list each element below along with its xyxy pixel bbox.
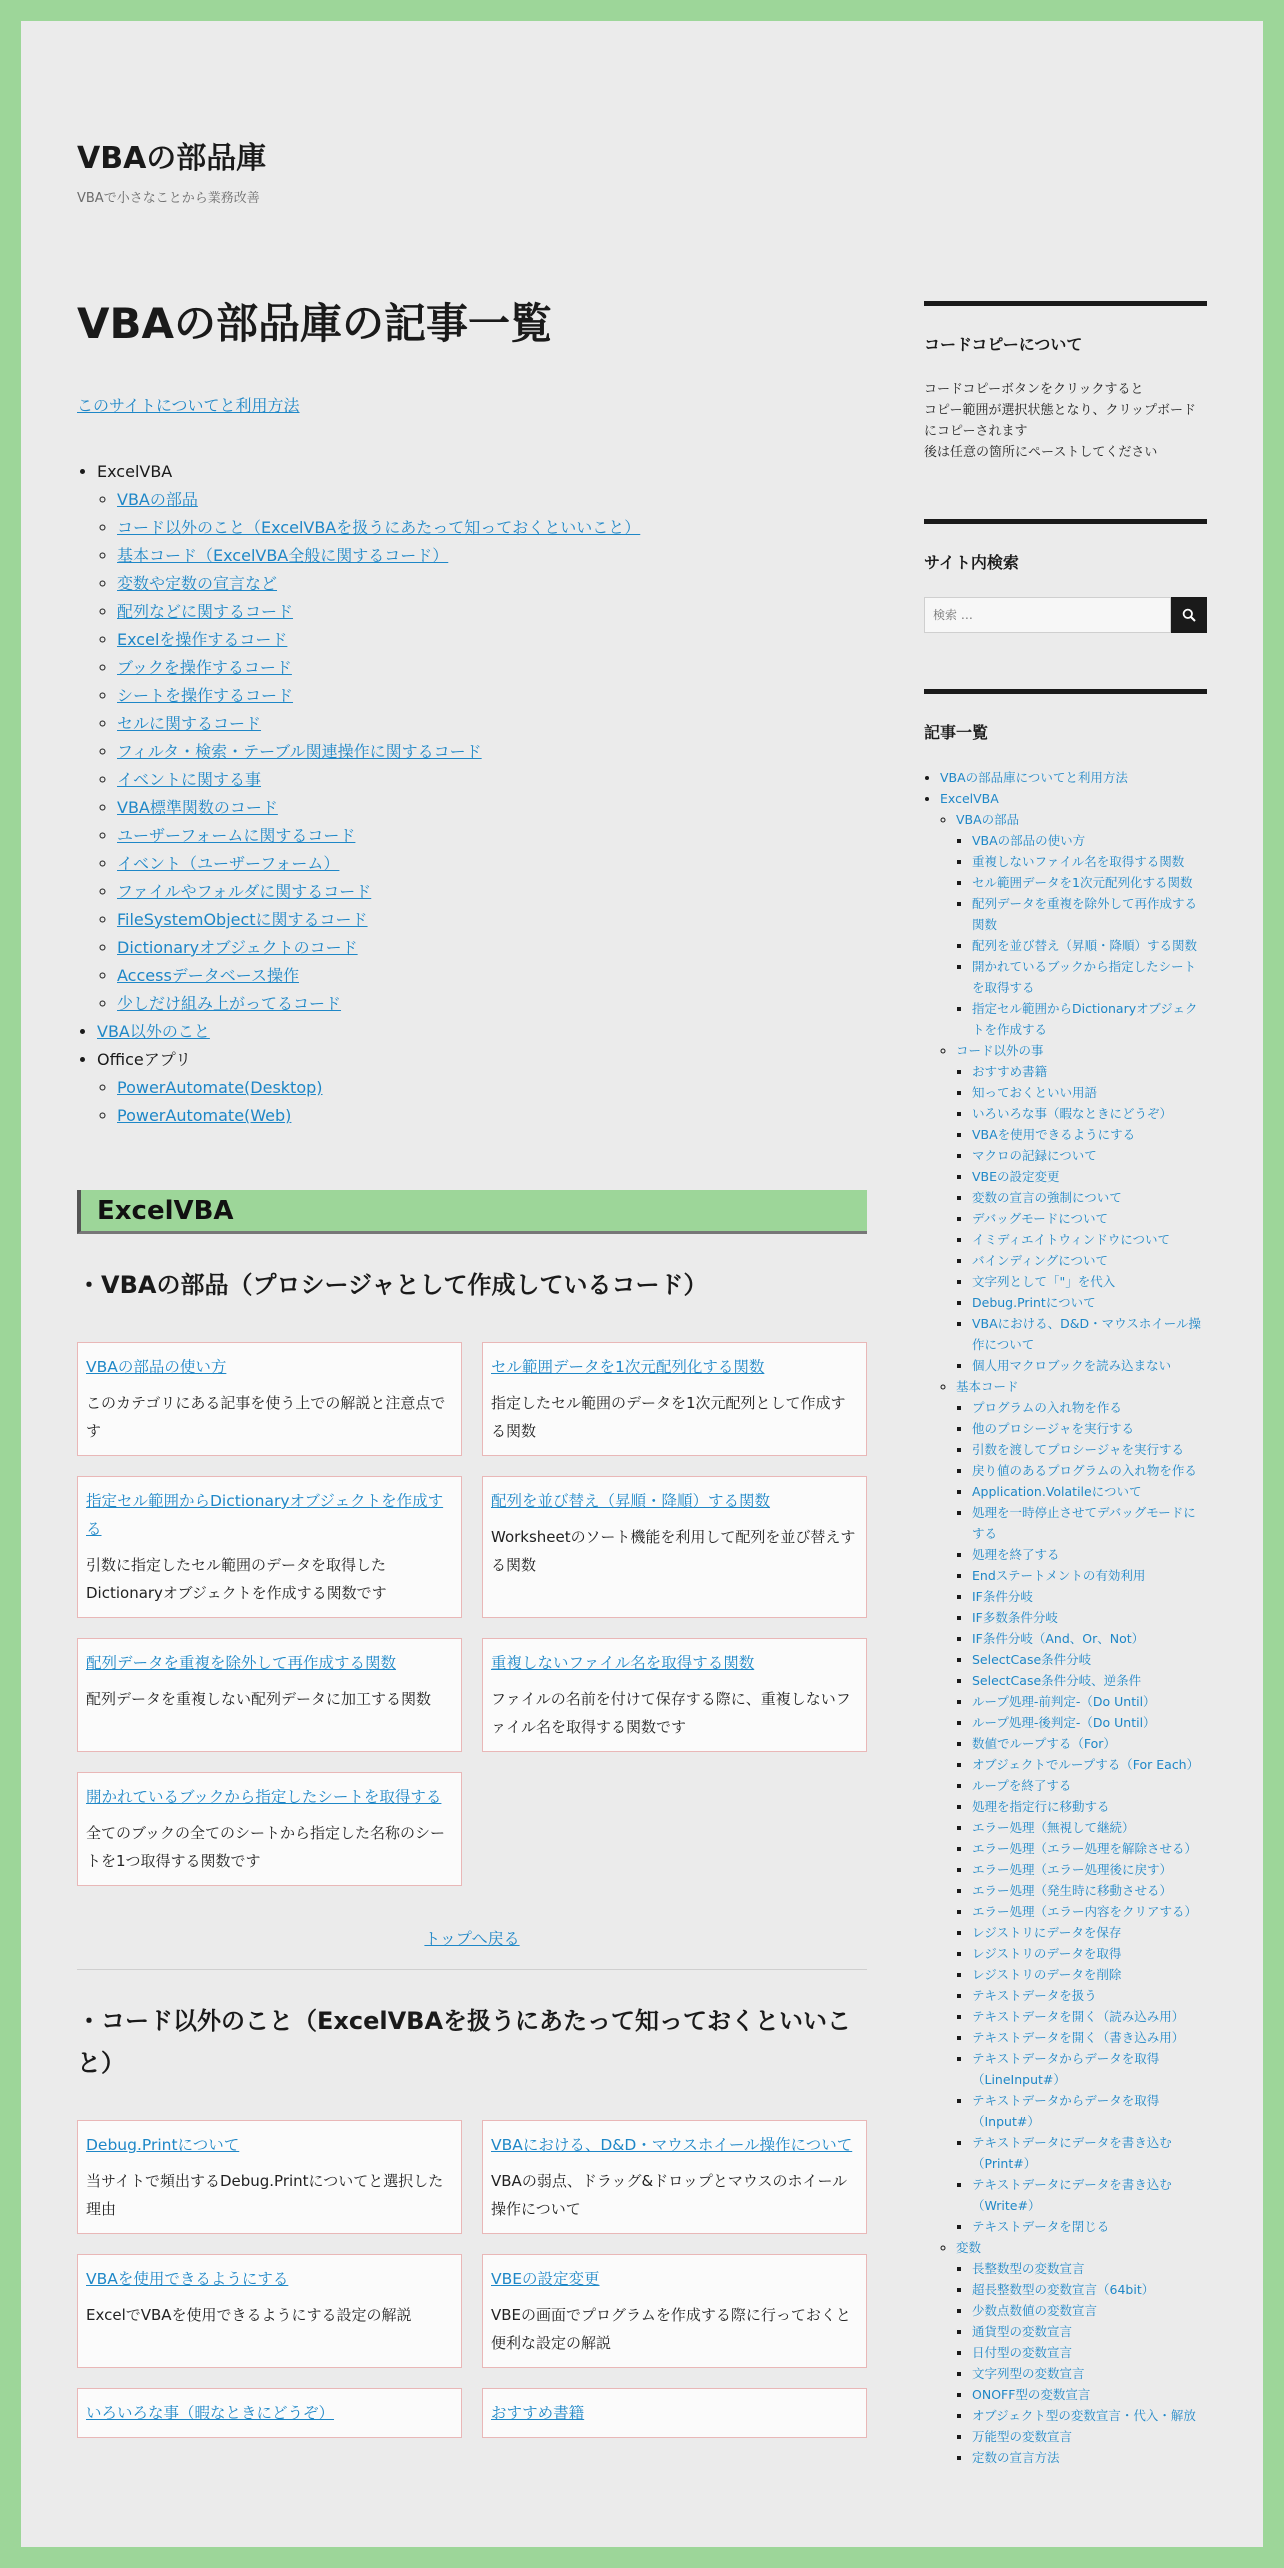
- sidebar-link[interactable]: VBAにおける、D&D・マウスホイール操作について: [972, 1316, 1202, 1352]
- article-card-title[interactable]: 開かれているブックから指定したシートを取得する: [86, 1788, 442, 1806]
- articles-item: [972, 1229, 1207, 1250]
- toc-subitem: [117, 1102, 867, 1130]
- articles-widget: [924, 689, 1207, 2468]
- sidebar-link[interactable]: ループ処理-前判定-（Do Until）: [972, 1694, 1156, 1709]
- articles-item: [972, 1985, 1207, 2006]
- sidebar-link[interactable]: 少数点数値の変数宣言: [972, 2303, 1098, 2318]
- back-to-top-link[interactable]: トップへ戻る: [424, 1929, 520, 1948]
- toc-item: [97, 458, 867, 1018]
- toc-link[interactable]: PowerAutomate(Desktop): [117, 1078, 323, 1097]
- sidebar-link[interactable]: おすすめ書籍: [972, 1064, 1048, 1079]
- search-widget-title: サイト内検索: [924, 553, 1019, 572]
- sidebar-category-link[interactable]: 変数: [956, 2240, 982, 2255]
- toc-subitem: [117, 486, 867, 514]
- articles-item: [972, 1502, 1207, 1544]
- sidebar-link[interactable]: 数値でループする（For）: [972, 1736, 1116, 1751]
- articles-group-list: [940, 809, 1207, 2468]
- sidebar-link[interactable]: エラー処理（エラー処理を解除させる）: [972, 1841, 1198, 1856]
- sidebar-link[interactable]: エラー処理（エラー内容をクリアする）: [972, 1904, 1198, 1919]
- section-banner: [77, 1190, 867, 1234]
- article-card-title[interactable]: 指定セル範囲からDictionaryオブジェクトを作成する: [86, 1492, 444, 1538]
- sidebar-link[interactable]: VBAを使用できるようにする: [972, 1127, 1136, 1142]
- toc-list: [77, 458, 867, 1130]
- article-cards-parts: [77, 1342, 867, 1886]
- articles-item: [972, 2321, 1207, 2342]
- sidebar-link[interactable]: 定数の宣言方法: [972, 2450, 1060, 2465]
- article-card-desc: 指定したセル範囲のデータを1次元配列として作成する関数: [491, 1394, 846, 1440]
- articles-item-list: [956, 1061, 1207, 1376]
- page: [21, 21, 1263, 2547]
- toc-subitem: [117, 850, 867, 878]
- toc-subitem: [117, 654, 867, 682]
- sidebar-link[interactable]: テキストデータを閉じる: [972, 2219, 1110, 2234]
- articles-item: [972, 1292, 1207, 1313]
- articles-item-list: [956, 2258, 1207, 2468]
- table-of-contents: [77, 458, 867, 1130]
- article-card-title[interactable]: 配列を並び替え（昇順・降順）する関数: [491, 1492, 771, 1510]
- sidebar-link[interactable]: エラー処理（無視して継続）: [972, 1820, 1135, 1835]
- sidebar-link[interactable]: Endステートメントの有効利用: [972, 1568, 1146, 1583]
- sidebar-link[interactable]: ONOFF型の変数宣言: [972, 2387, 1091, 2402]
- toc-subitem: [117, 934, 867, 962]
- article-card: [77, 1476, 462, 1618]
- articles-item: [972, 1250, 1207, 1271]
- articles-item: [972, 1838, 1207, 1859]
- article-card: [482, 1342, 867, 1456]
- articles-item: [972, 872, 1207, 893]
- sidebar-link[interactable]: 処理を一時停止させてデバッグモードにする: [972, 1505, 1196, 1541]
- articles-item-list: [956, 830, 1207, 1040]
- search-widget: [924, 519, 1207, 633]
- site-title[interactable]: VBAの部品庫: [77, 141, 267, 176]
- toc-subitem: [117, 766, 867, 794]
- search-input[interactable]: [924, 597, 1171, 633]
- articles-item: [972, 1061, 1207, 1082]
- sidebar-link[interactable]: テキストデータを開く（読み込み用）: [972, 2009, 1185, 2024]
- intro-link[interactable]: このサイトについてと利用方法: [77, 396, 300, 415]
- sidebar-link[interactable]: エラー処理（発生時に移動させる）: [972, 1883, 1173, 1898]
- article-card-title[interactable]: いろいろな事（暇なときにどうぞ）: [86, 2404, 335, 2422]
- sidebar-category-link[interactable]: VBAの部品: [956, 812, 1020, 827]
- articles-top-item: [940, 767, 1207, 788]
- sidebar-link[interactable]: バインディングについて: [972, 1253, 1109, 1268]
- article-card-desc: Worksheetのソート機能を利用して配列を並び替えする関数: [491, 1528, 856, 1574]
- sidebar-link[interactable]: SelectCase条件分岐: [972, 1652, 1092, 1667]
- toc-subitem: [117, 710, 867, 738]
- sidebar-link[interactable]: テキストデータからデータを取得（Input#）: [972, 2093, 1160, 2129]
- sidebar-link[interactable]: ExcelVBA: [940, 791, 999, 806]
- articles-item: [972, 1670, 1207, 1691]
- articles-item: [972, 1271, 1207, 1292]
- sidebar-link[interactable]: 配列データを重複を除外して再作成する関数: [972, 896, 1198, 932]
- articles-item: [972, 1355, 1207, 1376]
- sidebar-link[interactable]: 戻り値のあるプログラムの入れ物を作る: [972, 1463, 1197, 1478]
- sidebar-link[interactable]: IF条件分岐（And、Or、Not）: [972, 1631, 1145, 1646]
- toc-item: [97, 1018, 867, 1046]
- sidebar-link[interactable]: マクロの記録について: [972, 1148, 1097, 1163]
- article-card-desc: VBAの弱点、ドラッグ&ドロップとマウスのホイール操作について: [491, 2172, 848, 2218]
- toc-link[interactable]: イベントに関する事: [117, 770, 262, 789]
- sidebar-link[interactable]: 個人用マクロブックを読み込まない: [972, 1358, 1172, 1373]
- articles-item: [972, 1754, 1207, 1775]
- article-card: [482, 1476, 867, 1618]
- articles-item: [972, 1691, 1207, 1712]
- sidebar-link[interactable]: デバッグモードについて: [972, 1211, 1109, 1226]
- sidebar-link[interactable]: 重複しないファイル名を取得する関数: [972, 854, 1185, 869]
- article-card: [482, 1638, 867, 1752]
- sidebar-link[interactable]: Debug.Printについて: [972, 1295, 1096, 1310]
- toc-sublist: [97, 1074, 867, 1130]
- sidebar-link[interactable]: 文字列型の変数宣言: [972, 2366, 1085, 2381]
- articles-item: [972, 1964, 1207, 1985]
- article-card-title[interactable]: VBAの部品の使い方: [86, 1358, 227, 1376]
- articles-top-item: [940, 788, 1207, 2468]
- search-form: [924, 597, 1207, 633]
- toc-link[interactable]: Accessデータベース操作: [117, 966, 299, 985]
- sidebar-link[interactable]: 日付型の変数宣言: [972, 2345, 1073, 2360]
- articles-item: [972, 2006, 1207, 2027]
- toc-link[interactable]: Dictionaryオブジェクトのコード: [117, 938, 358, 957]
- articles-group-item: [956, 2237, 1207, 2468]
- articles-widget-title: 記事一覧: [924, 723, 989, 742]
- search-icon: [1182, 608, 1196, 622]
- sidebar-link[interactable]: VBAの部品の使い方: [972, 833, 1086, 848]
- section-banner-title: ExcelVBA: [97, 1196, 234, 1226]
- toc-subitem: [117, 822, 867, 850]
- toc-link[interactable]: 配列などに関するコード: [117, 602, 294, 621]
- sidebar-category-link[interactable]: コード以外の事: [956, 1043, 1044, 1058]
- toc-subitem: [117, 738, 867, 766]
- sidebar-link[interactable]: オブジェクトでループする（For Each）: [972, 1757, 1200, 1772]
- articles-item: [972, 2216, 1207, 2237]
- sidebar-link[interactable]: 知っておくといい用語: [972, 1085, 1098, 1100]
- articles-top-list: [924, 767, 1207, 2468]
- sidebar-link[interactable]: 開かれているブックから指定したシートを取得する: [972, 959, 1197, 995]
- article-card-desc: 配列データを重複しない配列データに加工する関数: [86, 1690, 432, 1708]
- article-card-desc: このカテゴリにある記事を使う上での解説と注意点です: [86, 1394, 446, 1440]
- sidebar-link[interactable]: 他のプロシージャを実行する: [972, 1421, 1135, 1436]
- articles-item: [972, 2447, 1207, 2468]
- toc-link[interactable]: VBAの部品: [117, 490, 198, 509]
- toc-link[interactable]: PowerAutomate(Web): [117, 1106, 292, 1125]
- toc-link[interactable]: セルに関するコード: [117, 714, 262, 733]
- articles-item: [972, 2174, 1207, 2216]
- articles-item: [972, 998, 1207, 1040]
- subsection-heading-non-code: ・コード以外のこと（ExcelVBAを扱うにあたって知っておくといいこと）: [77, 2007, 852, 2077]
- sidebar-link[interactable]: イミディエイトウィンドウについて: [972, 1232, 1171, 1247]
- articles-item: [972, 1628, 1207, 1649]
- sidebar-link[interactable]: テキストデータからデータを取得（LineInput#）: [972, 2051, 1160, 2087]
- article-card: [77, 1638, 462, 1752]
- articles-item: [972, 2300, 1207, 2321]
- sidebar-link[interactable]: IF多数条件分岐: [972, 1610, 1058, 1625]
- article-card-title[interactable]: おすすめ書籍: [491, 2404, 585, 2422]
- articles-group-item: [956, 809, 1207, 1040]
- articles-group-item: [956, 1376, 1207, 2237]
- sidebar-link[interactable]: IF条件分岐: [972, 1589, 1033, 1604]
- sidebar-link[interactable]: レジストリにデータを保存: [972, 1925, 1122, 1940]
- articles-item: [972, 2279, 1207, 2300]
- sidebar-link[interactable]: オブジェクト型の変数宣言・代入・解放: [972, 2408, 1196, 2423]
- sidebar-link[interactable]: VBEの設定変更: [972, 1169, 1060, 1184]
- sidebar-link[interactable]: 長整数型の変数宣言: [972, 2261, 1085, 2276]
- articles-item: [972, 1313, 1207, 1355]
- sidebar: [924, 301, 1207, 2524]
- toc-label: ExcelVBA: [97, 462, 173, 481]
- article-card-title[interactable]: 配列データを重複を除外して再作成する関数: [86, 1654, 397, 1672]
- articles-group-item: [956, 1040, 1207, 1376]
- sidebar-link[interactable]: プログラムの入れ物を作る: [972, 1400, 1122, 1415]
- sidebar-link[interactable]: SelectCase条件分岐、逆条件: [972, 1673, 1142, 1688]
- article-card: [482, 2254, 867, 2368]
- articles-item: [972, 1145, 1207, 1166]
- sidebar-link[interactable]: ループ処理-後判定-（Do Until）: [972, 1715, 1156, 1730]
- toc-link[interactable]: 少しだけ組み上がってるコード: [117, 994, 342, 1013]
- toc-subitem: [117, 1074, 867, 1102]
- sidebar-link[interactable]: 超長整数型の変数宣言（64bit）: [972, 2282, 1155, 2297]
- articles-item: [972, 2258, 1207, 2279]
- article-card-title[interactable]: VBEの設定変更: [491, 2270, 600, 2288]
- articles-item: [972, 1481, 1207, 1502]
- articles-item: [972, 1439, 1207, 1460]
- article-card-desc: VBEの画面でプログラムを作成する際に行っておくと便利な設定の解説: [491, 2306, 851, 2352]
- article-card-desc: 引数に指定したセル範囲のデータを取得したDictionaryオブジェクトを作成する関数です: [86, 1556, 387, 1602]
- articles-item: [972, 2405, 1207, 2426]
- toc-subitem: [117, 794, 867, 822]
- articles-item: [972, 2132, 1207, 2174]
- articles-item: [972, 1586, 1207, 1607]
- sidebar-link[interactable]: 指定セル範囲からDictionaryオブジェクトを作成する: [972, 1001, 1198, 1037]
- articles-item: [972, 1607, 1207, 1628]
- articles-item: [972, 2342, 1207, 2363]
- article-card: [77, 1342, 462, 1456]
- main-content: [77, 291, 867, 2438]
- article-card-title[interactable]: VBAにおける、D&D・マウスホイール操作について: [491, 2136, 853, 2154]
- sidebar-category-link[interactable]: 基本コード: [956, 1379, 1019, 1394]
- toc-link[interactable]: VBA以外のこと: [97, 1022, 210, 1041]
- articles-item: [972, 956, 1207, 998]
- section-divider: [77, 1969, 867, 1970]
- articles-item: [972, 1187, 1207, 1208]
- toc-subitem: [117, 542, 867, 570]
- toc-link[interactable]: FileSystemObjectに関するコード: [117, 910, 368, 929]
- sidebar-link[interactable]: ループを終了する: [972, 1778, 1072, 1793]
- articles-item: [972, 1817, 1207, 1838]
- toc-link[interactable]: ブックを操作するコード: [117, 658, 292, 677]
- toc-link[interactable]: VBA標準関数のコード: [117, 798, 278, 817]
- articles-item-list: [956, 1397, 1207, 2237]
- article-card: [482, 2388, 867, 2438]
- sidebar-link[interactable]: 配列を並び替え（昇順・降順）する関数: [972, 938, 1198, 953]
- toc-link[interactable]: ユーザーフォームに関するコード: [117, 826, 356, 845]
- sidebar-link[interactable]: レジストリのデータを削除: [972, 1967, 1122, 1982]
- sidebar-link[interactable]: セル範囲データを1次元配列化する関数: [972, 875, 1193, 890]
- articles-item: [972, 935, 1207, 956]
- toc-label: Officeアプリ: [97, 1050, 192, 1069]
- sidebar-link[interactable]: テキストデータを扱う: [972, 1988, 1097, 2003]
- article-card-title[interactable]: Debug.Printについて: [86, 2136, 240, 2154]
- copy-widget-line: コピー範囲が選択状態となり、クリップボードにコピーされます: [924, 403, 1196, 439]
- articles-item: [972, 1208, 1207, 1229]
- toc-link[interactable]: シートを操作するコード: [117, 686, 294, 705]
- toc-item: [97, 1046, 867, 1130]
- toc-sublist: [97, 486, 867, 1018]
- articles-item: [972, 1103, 1207, 1124]
- article-card: [77, 2388, 462, 2438]
- sidebar-link[interactable]: レジストリのデータを取得: [972, 1946, 1122, 1961]
- toc-link[interactable]: Excelを操作するコード: [117, 630, 288, 649]
- toc-subitem: [117, 682, 867, 710]
- articles-item: [972, 2426, 1207, 2447]
- toc-subitem: [117, 598, 867, 626]
- toc-subitem: [117, 878, 867, 906]
- sidebar-link[interactable]: 引数を渡してプロシージャを実行する: [972, 1442, 1185, 1457]
- article-card-title[interactable]: 重複しないファイル名を取得する関数: [491, 1654, 755, 1672]
- articles-item: [972, 1775, 1207, 1796]
- sidebar-link[interactable]: 処理を指定行に移動する: [972, 1799, 1110, 1814]
- copy-widget: [924, 301, 1207, 463]
- article-card-title[interactable]: VBAを使用できるようにする: [86, 2270, 289, 2288]
- sidebar-link[interactable]: 通貨型の変数宣言: [972, 2324, 1073, 2339]
- articles-item: [972, 1166, 1207, 1187]
- articles-item: [972, 2090, 1207, 2132]
- articles-item: [972, 1649, 1207, 1670]
- articles-list: [924, 767, 1207, 2468]
- articles-item: [972, 2384, 1207, 2405]
- copy-widget-title: コードコピーについて: [924, 335, 1083, 354]
- sidebar-link[interactable]: 処理を終了する: [972, 1547, 1060, 1562]
- articles-item: [972, 2363, 1207, 2384]
- copy-widget-text: [924, 379, 1207, 463]
- toc-subitem: [117, 962, 867, 990]
- article-card-desc: ファイルの名前を付けて保存する際に、重複しないファイル名を取得する関数です: [491, 1690, 851, 1736]
- copy-widget-line: 後は任意の箇所にペーストしてください: [924, 445, 1158, 460]
- sidebar-link[interactable]: Application.Volatileについて: [972, 1484, 1142, 1499]
- site-description: VBAで小さなことから業務改善: [77, 191, 260, 206]
- subsection-heading-parts: ・VBAの部品（プロシージャとして作成しているコード）: [77, 1271, 708, 1299]
- articles-item: [972, 851, 1207, 872]
- articles-item: [972, 1712, 1207, 1733]
- toc-link[interactable]: イベント（ユーザーフォーム）: [117, 854, 340, 873]
- sidebar-link[interactable]: いろいろな事（暇なときにどうぞ）: [972, 1106, 1173, 1121]
- toc-link[interactable]: ファイルやフォルダに関するコード: [117, 882, 372, 901]
- article-card-title[interactable]: セル範囲データを1次元配列化する関数: [491, 1358, 765, 1376]
- article-cards-non-code: [77, 2120, 867, 2438]
- articles-item: [972, 1460, 1207, 1481]
- articles-item: [972, 1943, 1207, 1964]
- search-button[interactable]: [1171, 597, 1207, 633]
- toc-subitem: [117, 570, 867, 598]
- sidebar-link[interactable]: エラー処理（エラー処理後に戻す）: [972, 1862, 1173, 1877]
- toc-link[interactable]: コード以外のこと（ExcelVBAを扱うにあたって知っておくといいこと）: [117, 518, 641, 537]
- articles-item: [972, 1901, 1207, 1922]
- articles-item: [972, 1922, 1207, 1943]
- article-card: [482, 2120, 867, 2234]
- copy-widget-line: コードコピーボタンをクリックすると: [924, 382, 1144, 397]
- page-title: VBAの部品庫の記事一覧: [77, 299, 553, 348]
- articles-item: [972, 1859, 1207, 1880]
- toc-link[interactable]: 基本コード（ExcelVBA全般に関するコード）: [117, 546, 449, 565]
- sidebar-link[interactable]: 変数の宣言の強制について: [972, 1190, 1122, 1205]
- article-card-desc: 全てのブックの全てのシートから指定した名称のシートを1つ取得する関数です: [86, 1824, 445, 1870]
- articles-item: [972, 1124, 1207, 1145]
- toc-link[interactable]: 変数や定数の宣言など: [117, 574, 278, 593]
- toc-subitem: [117, 906, 867, 934]
- articles-item: [972, 1082, 1207, 1103]
- articles-item: [972, 830, 1207, 851]
- sidebar-link[interactable]: テキストデータにデータを書き込む（Print#）: [972, 2135, 1172, 2171]
- toc-subitem: [117, 514, 867, 542]
- articles-item: [972, 893, 1207, 935]
- toc-subitem: [117, 990, 867, 1018]
- sidebar-link[interactable]: VBAの部品庫についてと利用方法: [940, 770, 1128, 785]
- articles-item: [972, 2027, 1207, 2048]
- articles-item: [972, 1397, 1207, 1418]
- toc-subitem: [117, 626, 867, 654]
- article-card: [77, 2254, 462, 2368]
- articles-item: [972, 1796, 1207, 1817]
- toc-link[interactable]: フィルタ・検索・テーブル関連操作に関するコード: [117, 742, 482, 761]
- articles-item: [972, 2048, 1207, 2090]
- sidebar-link[interactable]: 万能型の変数宣言: [972, 2429, 1073, 2444]
- articles-item: [972, 1880, 1207, 1901]
- articles-item: [972, 1733, 1207, 1754]
- article-card-desc: 当サイトで頻出するDebug.Printについてと選択した理由: [86, 2172, 444, 2218]
- articles-item: [972, 1418, 1207, 1439]
- sidebar-link[interactable]: テキストデータにデータを書き込む（Write#）: [972, 2177, 1172, 2213]
- article-card-desc: ExcelでVBAを使用できるようにする設定の解説: [86, 2306, 412, 2324]
- article-card: [77, 2120, 462, 2234]
- sidebar-link[interactable]: 文字列として「"」を代入: [972, 1274, 1116, 1289]
- article-card: [77, 1772, 462, 1886]
- site-header: [77, 133, 266, 206]
- articles-item: [972, 1544, 1207, 1565]
- sidebar-link[interactable]: テキストデータを開く（書き込み用）: [972, 2030, 1185, 2045]
- articles-item: [972, 1565, 1207, 1586]
